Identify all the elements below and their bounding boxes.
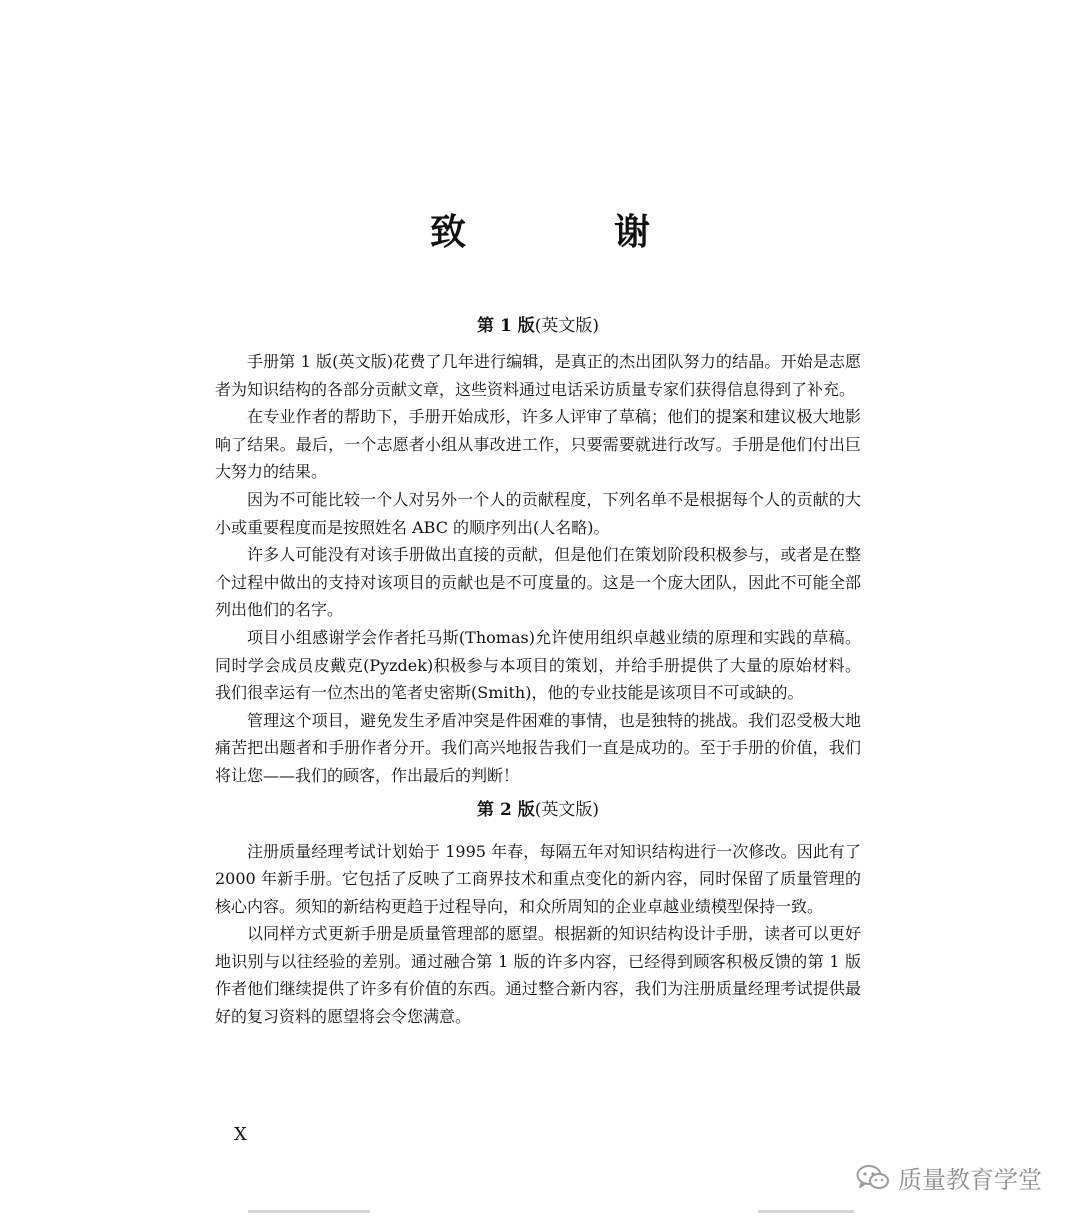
paragraph: 以同样方式更新手册是质量管理部的愿望。根据新的知识结构设计手册，读者可以更好地识别与以往经验的差别。通过融合第 1 版的许多内容，已经得到顾客积极反馈的第 1 版作者他们继续提供了许多有价值的东西。通过整合新内容，我们为注册质量经理考试提供最好的复习资料的愿望将会令您满意。 — [215, 924, 861, 1027]
paragraph: 在专业作者的帮助下，手册开始成形，许多人评审了草稿；他们的提案和建议极大地影响了结果。最后，一个志愿者小组从事改进工作，只要需要就进行改写。手册是他们付出巨大努力的结果。 — [215, 407, 861, 482]
scan-artifact — [758, 1210, 854, 1223]
section-heading-second-edition — [215, 796, 861, 824]
scan-artifact — [248, 1210, 370, 1223]
watermark-text: 质量教育学堂 — [898, 1166, 1042, 1194]
page-number: X — [234, 1124, 247, 1145]
section-heading-first-edition — [215, 312, 861, 340]
main-content — [215, 312, 861, 1031]
paragraph: 管理这个项目，避免发生矛盾冲突是件困难的事情，也是独特的挑战。我们忍受极大地痛苦把出题者和手册作者分开。我们高兴地报告我们一直是成功的。至于手册的价值，我们将让您——我们的顾客，作出最后的判断！ — [215, 710, 861, 785]
paragraph: 因为不可能比较一个人对另外一个人的贡献程度，下列名单不是根据每个人的贡献的大小或重要程度而是按照姓名 ABC 的顺序列出(人名略)。 — [215, 489, 861, 537]
section-heading-label: 第 2 版 — [477, 799, 535, 820]
paragraph: 项目小组感谢学会作者托马斯(Thomas)允许使用组织卓越业绩的原理和实践的草稿。同时学会成员皮戴克(Pyzdek)积极参与本项目的策划，并给手册提供了大量的原始材料。我们很幸运有一位杰出的笔者史密斯(Smith)，他的专业技能是该项目不可或缺的。 — [215, 627, 861, 703]
paragraph: 手册第 1 版(英文版)花费了几年进行编辑，是真正的杰出团队努力的结晶。开始是志愿者为知识结构的各部分贡献文章，这些资料通过电话采访质量专家们获得信息得到了补充。 — [215, 352, 861, 399]
paragraph: 许多人可能没有对该手册做出直接的贡献，但是他们在策划阶段积极参与，或者是在整个过程中做出的支持对该项目的贡献也是不可度量的。这是一个庞大团队，因此不可能全部列出他们的名字。 — [215, 545, 861, 620]
paragraph: 注册质量经理考试计划始于 1995 年春，每隔五年对知识结构进行一次修改。因此有了 2000 年新手册。它包括了反映了工商界技术和重点变化的新内容，同时保留了质量管理的核心内容。须知的新结构更趋于过程导向，和众所周知的企业卓越业绩模型保持一致。 — [215, 841, 861, 916]
wechat-icon — [856, 1164, 890, 1192]
section-first-edition — [215, 312, 861, 790]
section-heading-paren: (英文版) — [534, 799, 599, 820]
section-second-edition — [215, 796, 861, 1031]
section-heading-label: 第 1 版 — [477, 316, 535, 336]
section-heading-paren: (英文版) — [534, 316, 599, 336]
page-title: 致 谢 — [429, 212, 706, 253]
watermark — [856, 1160, 1042, 1195]
